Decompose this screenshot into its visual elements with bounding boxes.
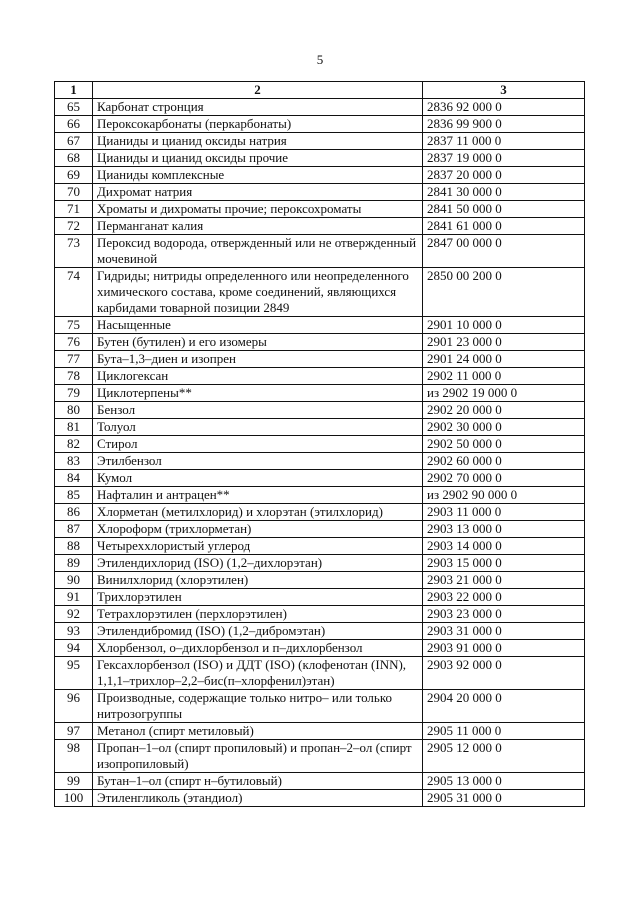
row-name: Циклотерпены** — [93, 385, 423, 402]
header-col-3: 3 — [423, 82, 585, 99]
table-row — [55, 740, 585, 773]
row-code: 2902 70 000 0 — [423, 470, 585, 487]
header-col-1: 1 — [55, 82, 93, 99]
row-name: Цианиды и цианид оксиды прочие — [93, 150, 423, 167]
row-name: Этилбензол — [93, 453, 423, 470]
row-number: 70 — [55, 184, 93, 201]
row-code: 2901 24 000 0 — [423, 351, 585, 368]
row-code: 2903 23 000 0 — [423, 606, 585, 623]
row-code: 2905 13 000 0 — [423, 773, 585, 790]
row-name: Циклогексан — [93, 368, 423, 385]
row-number: 95 — [55, 657, 93, 690]
row-number: 71 — [55, 201, 93, 218]
row-code: 2903 13 000 0 — [423, 521, 585, 538]
row-code: 2841 30 000 0 — [423, 184, 585, 201]
page-number: 5 — [316, 52, 324, 67]
row-name: Пероксокарбонаты (перкарбонаты) — [93, 116, 423, 133]
row-code: из 2902 19 000 0 — [423, 385, 585, 402]
row-name: Бензол — [93, 402, 423, 419]
row-name: Бутен (бутилен) и его изомеры — [93, 334, 423, 351]
row-number: 81 — [55, 419, 93, 436]
table-row — [55, 133, 585, 150]
row-number: 75 — [55, 317, 93, 334]
table-row — [55, 268, 585, 317]
table-row — [55, 690, 585, 723]
table-row — [55, 201, 585, 218]
table-row — [55, 606, 585, 623]
row-code: 2901 23 000 0 — [423, 334, 585, 351]
table-row — [55, 385, 585, 402]
row-code: 2902 50 000 0 — [423, 436, 585, 453]
row-name: Этилендибромид (ISO) (1,2–дибромэтан) — [93, 623, 423, 640]
table-row — [55, 351, 585, 368]
row-code: из 2902 90 000 0 — [423, 487, 585, 504]
row-name: Пероксид водорода, отвержденный или не отвержденный мочевиной — [93, 235, 423, 268]
table-row — [55, 99, 585, 116]
table-row — [55, 790, 585, 807]
table-row — [55, 657, 585, 690]
row-name: Метанол (спирт метиловый) — [93, 723, 423, 740]
row-name: Бутан–1–ол (спирт н–бутиловый) — [93, 773, 423, 790]
table-row — [55, 235, 585, 268]
row-name: Этиленгликоль (этандиол) — [93, 790, 423, 807]
row-name: Цианиды и цианид оксиды натрия — [93, 133, 423, 150]
row-code: 2837 19 000 0 — [423, 150, 585, 167]
row-code: 2903 21 000 0 — [423, 572, 585, 589]
row-code: 2837 20 000 0 — [423, 167, 585, 184]
row-number: 91 — [55, 589, 93, 606]
table-row — [55, 453, 585, 470]
row-number: 76 — [55, 334, 93, 351]
row-number: 74 — [55, 268, 93, 317]
row-code: 2903 15 000 0 — [423, 555, 585, 572]
table-row — [55, 723, 585, 740]
row-code: 2902 30 000 0 — [423, 419, 585, 436]
row-number: 79 — [55, 385, 93, 402]
row-name: Гексахлорбензол (ISO) и ДДТ (ISO) (клофенотан (INN), 1,1,1–трихлор–2,2–бис(п–хлорфенил)этан) — [93, 657, 423, 690]
table-row — [55, 487, 585, 504]
row-number: 93 — [55, 623, 93, 640]
row-code: 2905 11 000 0 — [423, 723, 585, 740]
row-name: Хлорметан (метилхлорид) и хлорэтан (этилхлорид) — [93, 504, 423, 521]
row-name: Толуол — [93, 419, 423, 436]
table-row — [55, 555, 585, 572]
row-code: 2902 11 000 0 — [423, 368, 585, 385]
row-code: 2903 92 000 0 — [423, 657, 585, 690]
row-number: 90 — [55, 572, 93, 589]
row-number: 87 — [55, 521, 93, 538]
row-name: Дихромат натрия — [93, 184, 423, 201]
row-name: Производные, содержащие только нитро– или только нитрозогруппы — [93, 690, 423, 723]
table-row — [55, 470, 585, 487]
row-code: 2903 14 000 0 — [423, 538, 585, 555]
row-code: 2903 91 000 0 — [423, 640, 585, 657]
table-row — [55, 623, 585, 640]
row-number: 100 — [55, 790, 93, 807]
row-name: Хлороформ (трихлорметан) — [93, 521, 423, 538]
row-number: 85 — [55, 487, 93, 504]
table-row — [55, 773, 585, 790]
row-code: 2903 31 000 0 — [423, 623, 585, 640]
table-row — [55, 589, 585, 606]
row-code: 2836 99 900 0 — [423, 116, 585, 133]
table-row — [55, 436, 585, 453]
row-code: 2902 60 000 0 — [423, 453, 585, 470]
table-row — [55, 116, 585, 133]
row-name: Этилендихлорид (ISO) (1,2–дихлорэтан) — [93, 555, 423, 572]
row-name: Цианиды комплексные — [93, 167, 423, 184]
row-code: 2841 61 000 0 — [423, 218, 585, 235]
table-row — [55, 368, 585, 385]
row-number: 88 — [55, 538, 93, 555]
row-name: Хлорбензол, о–дихлорбензол и п–дихлорбензол — [93, 640, 423, 657]
row-name: Карбонат стронция — [93, 99, 423, 116]
row-name: Четыреххлористый углерод — [93, 538, 423, 555]
row-number: 97 — [55, 723, 93, 740]
row-number: 84 — [55, 470, 93, 487]
row-number: 73 — [55, 235, 93, 268]
row-number: 78 — [55, 368, 93, 385]
row-number: 83 — [55, 453, 93, 470]
row-name: Хроматы и дихроматы прочие; пероксохроматы — [93, 201, 423, 218]
table-row — [55, 184, 585, 201]
table-row — [55, 334, 585, 351]
row-number: 66 — [55, 116, 93, 133]
row-code: 2841 50 000 0 — [423, 201, 585, 218]
row-number: 99 — [55, 773, 93, 790]
row-name: Бута–1,3–диен и изопрен — [93, 351, 423, 368]
row-code: 2905 12 000 0 — [423, 740, 585, 773]
table-row — [55, 538, 585, 555]
row-name: Стирол — [93, 436, 423, 453]
row-number: 68 — [55, 150, 93, 167]
row-code: 2837 11 000 0 — [423, 133, 585, 150]
table-row — [55, 640, 585, 657]
row-number: 72 — [55, 218, 93, 235]
row-number: 65 — [55, 99, 93, 116]
table-row — [55, 402, 585, 419]
row-number: 77 — [55, 351, 93, 368]
table-row — [55, 504, 585, 521]
table-header-row — [55, 82, 585, 99]
row-name: Кумол — [93, 470, 423, 487]
row-number: 80 — [55, 402, 93, 419]
row-number: 69 — [55, 167, 93, 184]
row-name: Насыщенные — [93, 317, 423, 334]
codes-table — [54, 81, 585, 807]
row-name: Тетрахлорэтилен (перхлорэтилен) — [93, 606, 423, 623]
row-code: 2836 92 000 0 — [423, 99, 585, 116]
row-code: 2850 00 200 0 — [423, 268, 585, 317]
row-number: 98 — [55, 740, 93, 773]
row-number: 82 — [55, 436, 93, 453]
table-row — [55, 419, 585, 436]
row-code: 2905 31 000 0 — [423, 790, 585, 807]
row-name: Нафталин и антрацен** — [93, 487, 423, 504]
row-code: 2901 10 000 0 — [423, 317, 585, 334]
table-row — [55, 150, 585, 167]
header-col-2: 2 — [93, 82, 423, 99]
row-code: 2904 20 000 0 — [423, 690, 585, 723]
table-row — [55, 521, 585, 538]
table-row — [55, 572, 585, 589]
table-row — [55, 218, 585, 235]
row-number: 96 — [55, 690, 93, 723]
row-number: 86 — [55, 504, 93, 521]
row-name: Винилхлорид (хлорэтилен) — [93, 572, 423, 589]
row-name: Трихлорэтилен — [93, 589, 423, 606]
row-code: 2847 00 000 0 — [423, 235, 585, 268]
row-number: 67 — [55, 133, 93, 150]
row-code: 2903 22 000 0 — [423, 589, 585, 606]
table-row — [55, 317, 585, 334]
table-row — [55, 167, 585, 184]
row-number: 92 — [55, 606, 93, 623]
row-code: 2902 20 000 0 — [423, 402, 585, 419]
row-name: Пропан–1–ол (спирт пропиловый) и пропан–2–ол (спирт изопропиловый) — [93, 740, 423, 773]
row-number: 94 — [55, 640, 93, 657]
row-number: 89 — [55, 555, 93, 572]
row-name: Гидриды; нитриды определенного или неопределенного химического состава, кроме соединений, являющихся карбидами товарной позиции 2849 — [93, 268, 423, 317]
row-code: 2903 11 000 0 — [423, 504, 585, 521]
row-name: Перманганат калия — [93, 218, 423, 235]
